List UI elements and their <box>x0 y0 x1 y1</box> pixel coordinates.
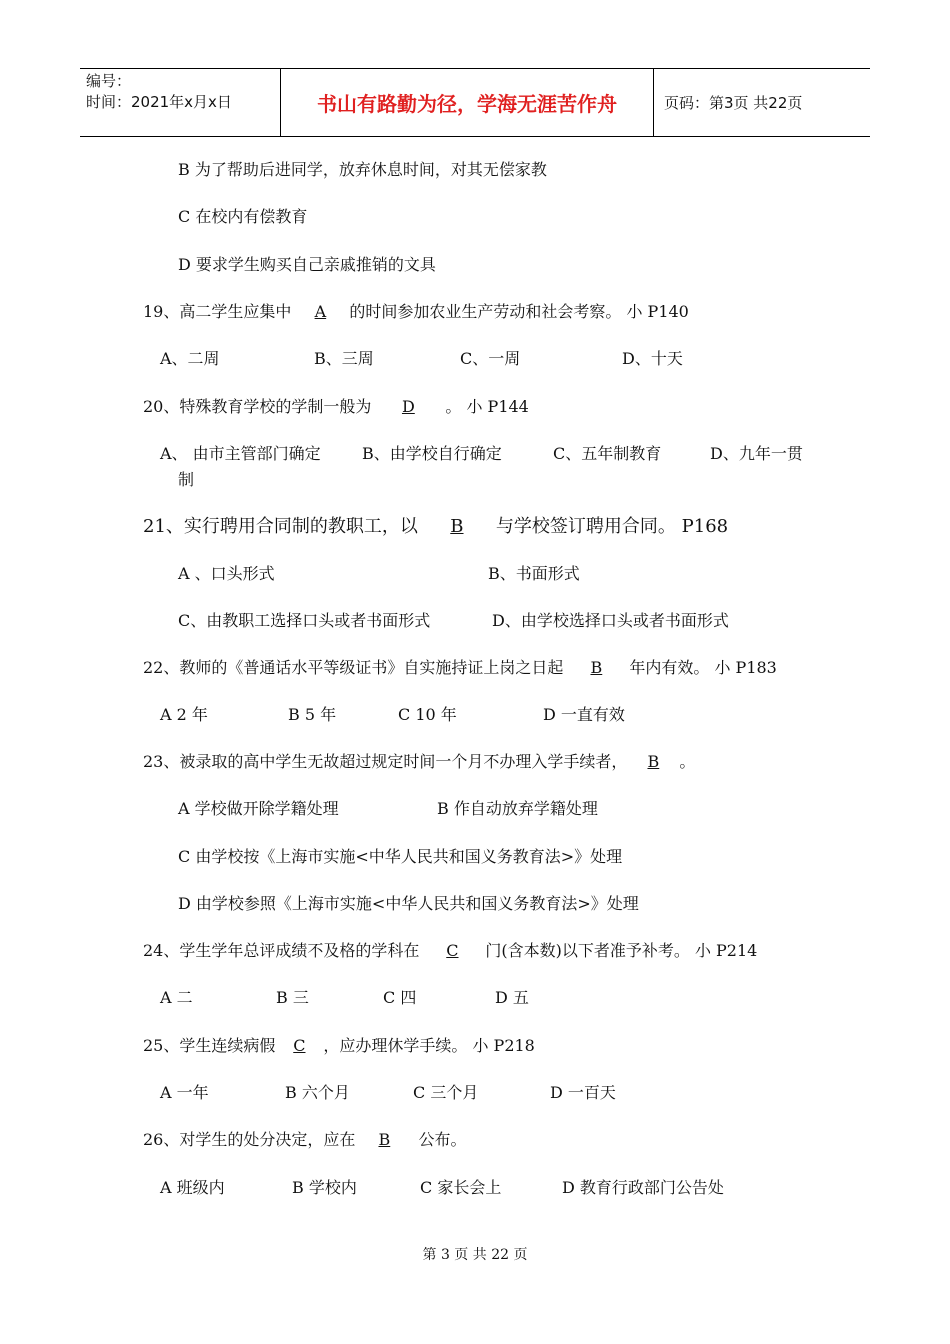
q20-question <box>143 395 529 419</box>
q21-option-d: D、由学校选择口头或者书面形式 <box>492 611 729 630</box>
q23-option-a: A 学校做开除学籍处理 <box>178 799 339 818</box>
q22-question <box>143 656 777 680</box>
q26-answer: B <box>378 1130 391 1149</box>
q23-option-c: C 由学校按《上海市实施<中华人民共和国义务教育法>》处理 <box>178 847 623 866</box>
q26-option-b: B 学校内 <box>292 1178 357 1197</box>
q22-option-b: B 5 年 <box>288 705 337 724</box>
q19-option-c: C、一周 <box>460 349 521 368</box>
q23-option-b: B 作自动放弃学籍处理 <box>437 799 598 818</box>
q22-option-d: D 一直有效 <box>543 705 625 724</box>
q18-option-d: D 要求学生购买自己亲戚推销的文具 <box>178 255 436 274</box>
q25-tail: ，应办理休学手续。 小 P218 <box>323 1036 535 1055</box>
q21-answer: B <box>450 516 464 537</box>
q24-option-a: A 二 <box>160 988 193 1007</box>
q21-option-a: A 、口头形式 <box>178 564 275 583</box>
q23-answer: B <box>647 752 660 771</box>
q20-option-d-continued: 制 <box>178 470 195 489</box>
q20-stem: 20、特殊教育学校的学制一般为 <box>143 397 372 416</box>
q25-option-d: D 一百天 <box>550 1083 616 1102</box>
q24-question <box>143 939 757 963</box>
q20-option-d: D、九年一贯 <box>710 444 803 463</box>
q21-option-b: B、书面形式 <box>488 564 580 583</box>
q20-tail: 。 小 P144 <box>445 397 529 416</box>
q24-answer: C <box>446 941 459 960</box>
q24-option-d: D 五 <box>495 988 529 1007</box>
q18-option-b: B 为了帮助后进同学，放弃休息时间，对其无偿家教 <box>178 160 547 179</box>
q20-option-b: B、由学校自行确定 <box>362 444 502 463</box>
q21-option-c: C、由教职工选择口头或者书面形式 <box>178 611 431 630</box>
q22-stem: 22、教师的《普通话水平等级证书》自实施持证上岗之日起 <box>143 658 564 677</box>
page-header <box>80 68 870 137</box>
q26-option-c: C 家长会上 <box>420 1178 502 1197</box>
q23-question <box>143 750 695 774</box>
page-label: 页码：第3页 共22页 <box>664 94 803 112</box>
q20-answer: D <box>401 397 415 416</box>
q24-option-b: B 三 <box>276 988 309 1007</box>
q20-option-a: A、 由市主管部门确定 <box>160 444 321 463</box>
q21-tail: 与学校签订聘用合同。 P168 <box>495 516 729 537</box>
q19-answer: A <box>314 302 327 321</box>
q22-option-c: C 10 年 <box>398 705 457 724</box>
q23-stem: 23、被录取的高中学生无故超过规定时间一个月不办理入学手续者， <box>143 752 628 771</box>
header-left <box>80 69 280 136</box>
q19-tail: 的时间参加农业生产劳动和社会考察。 小 P140 <box>349 302 689 321</box>
q24-stem: 24、学生学年总评成绩不及格的学科在 <box>143 941 420 960</box>
q25-question <box>143 1034 535 1058</box>
q26-question <box>143 1128 466 1152</box>
q23-tail: 。 <box>679 752 696 771</box>
q21-stem: 21、实行聘用合同制的教职工，以 <box>143 516 418 537</box>
q18-option-c: C 在校内有偿教育 <box>178 207 308 226</box>
q24-option-c: C 四 <box>383 988 417 1007</box>
q26-stem: 26、对学生的处分决定，应在 <box>143 1130 356 1149</box>
q22-answer: B <box>590 658 603 677</box>
q20-option-c: C、五年制教育 <box>553 444 662 463</box>
q26-tail: 公布。 <box>413 1130 467 1149</box>
q25-answer: C <box>293 1036 306 1055</box>
q19-option-d: D、十天 <box>622 349 683 368</box>
q19-question <box>143 300 689 324</box>
q19-option-b: B、三周 <box>314 349 374 368</box>
number-label: 编号： <box>86 72 132 90</box>
page-footer: 第 3 页 共 22 页 <box>422 1247 528 1263</box>
date-label: 时间：2021年x月x日 <box>86 93 232 111</box>
q23-option-d: D 由学校参照《上海市实施<中华人民共和国义务教育法>》处理 <box>178 894 639 913</box>
q25-option-b: B 六个月 <box>285 1083 350 1102</box>
q22-option-a: A 2 年 <box>160 705 208 724</box>
q25-option-a: A 一年 <box>160 1083 209 1102</box>
q25-option-c: C 三个月 <box>413 1083 479 1102</box>
motto: 书山有路勤为径，学海无涯苦作舟 <box>280 69 654 136</box>
q19-option-a: A、二周 <box>160 349 220 368</box>
q22-tail: 年内有效。 小 P183 <box>629 658 777 677</box>
q25-stem: 25、学生连续病假 <box>143 1036 276 1055</box>
q26-option-d: D 教育行政部门公告处 <box>562 1178 724 1197</box>
q21-question <box>143 515 728 539</box>
q24-tail: 门(含本数)以下者准予补考。 小 P214 <box>485 941 758 960</box>
q19-stem: 19、高二学生应集中 <box>143 302 292 321</box>
q26-option-a: A 班级内 <box>160 1178 225 1197</box>
